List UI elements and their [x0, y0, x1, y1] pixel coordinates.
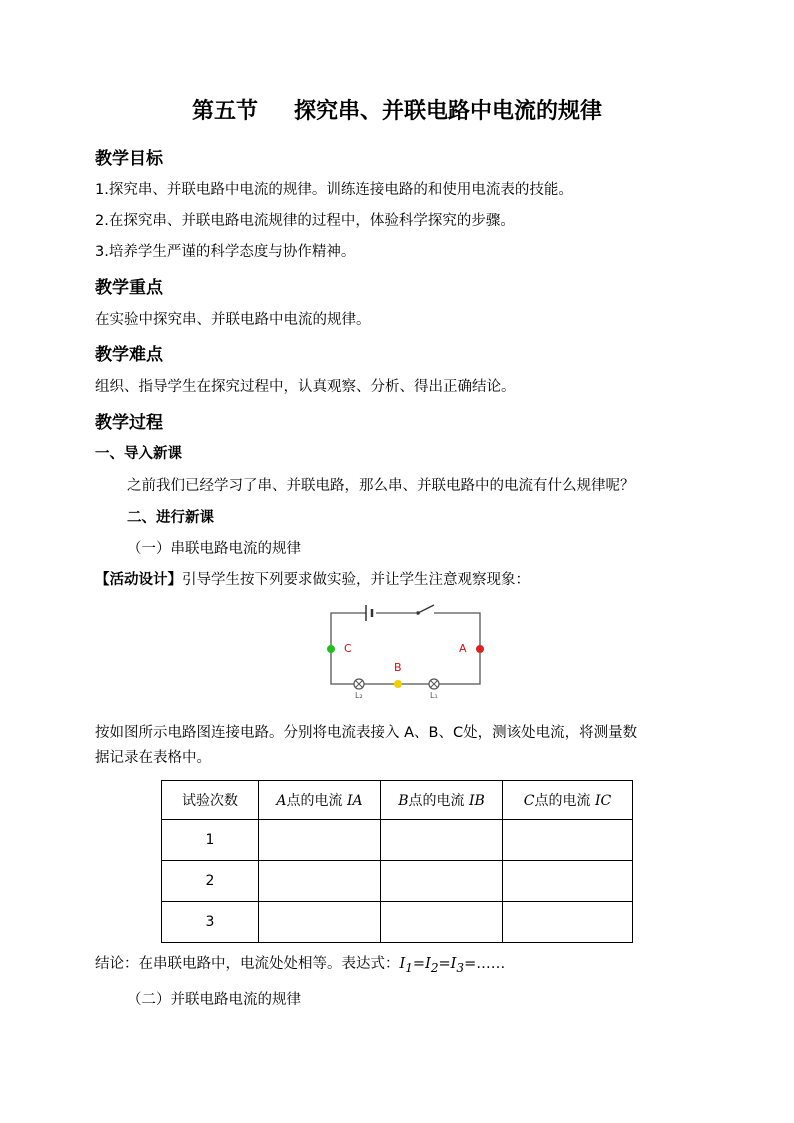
- lamp-l2-icon: [354, 679, 364, 689]
- subsection-series-heading: （一）串联电路电流的规律: [127, 541, 301, 557]
- table-cell: 3: [162, 902, 259, 943]
- point-c-label: C: [344, 642, 352, 655]
- section-number: 第五节: [191, 99, 258, 124]
- subsection-parallel-heading: （二）并联电路电流的规律: [127, 992, 301, 1008]
- conclusion-text: 结论：在串联电路中，电流处处相等。表达式：: [95, 956, 400, 972]
- point-c-dot: [327, 645, 335, 653]
- table-cell: [503, 820, 633, 861]
- objectives-heading: 教学目标: [95, 149, 163, 169]
- header-current-c: C点的电流 IC: [503, 781, 633, 820]
- battery-icon: [366, 605, 372, 621]
- table-cell: 2: [162, 861, 259, 902]
- page-title: [0, 94, 794, 125]
- lamp-l1-label: L₁: [430, 691, 438, 700]
- key-points-text: 在实验中探究串、并联电路中电流的规律。: [95, 312, 371, 328]
- conclusion-tail: =……: [464, 956, 506, 972]
- key-points-heading: 教学重点: [95, 278, 163, 298]
- point-a-dot: [476, 645, 484, 653]
- header-current-b: B点的电流 IB: [381, 781, 503, 820]
- table-row: [162, 861, 633, 902]
- point-b-dot: [394, 680, 402, 688]
- process-heading: 教学过程: [95, 413, 163, 433]
- intro-text: 之前我们已经学习了串、并联电路，那么串、并联电路中的电流有什么规律呢？: [127, 478, 635, 494]
- conclusion-line: [95, 952, 505, 975]
- difficulties-heading: 教学难点: [95, 345, 163, 365]
- table-cell: [381, 820, 503, 861]
- instruction-line: 按如图所示电路图连接电路。分别将电流表接入 A、B、C处，测该处电流，将测量数: [95, 725, 638, 741]
- point-a-label: A: [459, 642, 467, 655]
- table-cell: [259, 861, 381, 902]
- switch-icon: [416, 605, 434, 615]
- objective-item: 3.培养学生严谨的科学态度与协作精神。: [95, 244, 356, 260]
- table-cell: [381, 861, 503, 902]
- table-cell: [503, 861, 633, 902]
- difficulties-text: 组织、指导学生在探究过程中，认真观察、分析、得出正确结论。: [95, 379, 516, 395]
- table-cell: [503, 902, 633, 943]
- lamp-l1-icon: [429, 679, 439, 689]
- table-cell: 1: [162, 820, 259, 861]
- table-cell: [381, 902, 503, 943]
- header-current-a: A点的电流 IA: [259, 781, 381, 820]
- activity-line: [95, 568, 530, 589]
- activity-text: 引导学生按下列要求做实验，并让学生注意观察现象：: [182, 572, 530, 588]
- table-cell: [259, 902, 381, 943]
- instruction-line: 据记录在表格中。: [95, 750, 211, 766]
- measurement-table: [161, 780, 633, 943]
- lamp-l2-label: L₂: [355, 691, 363, 700]
- table-cell: [259, 820, 381, 861]
- table-row: [162, 820, 633, 861]
- new-lesson-heading: 二、进行新课: [127, 510, 214, 526]
- point-b-label: B: [394, 661, 402, 674]
- series-circuit-diagram: [322, 600, 492, 700]
- objective-item: 1.探究串、并联电路中电流的规律。训练连接电路的和使用电流表的技能。: [95, 182, 573, 198]
- header-trial-count: 试验次数: [162, 781, 259, 820]
- formula: $I_1=I_2=I_3$: [399, 956, 465, 975]
- objective-item: 2.在探究串、并联电路电流规律的过程中，体验科学探究的步骤。: [95, 213, 515, 229]
- wire: [434, 613, 480, 649]
- activity-label: 【活动设计】: [95, 572, 182, 588]
- table-row: [162, 902, 633, 943]
- table-header-row: [162, 781, 633, 820]
- section-title: 探究串、并联电路中电流的规律: [294, 99, 603, 124]
- intro-heading: 一、导入新课: [95, 446, 182, 462]
